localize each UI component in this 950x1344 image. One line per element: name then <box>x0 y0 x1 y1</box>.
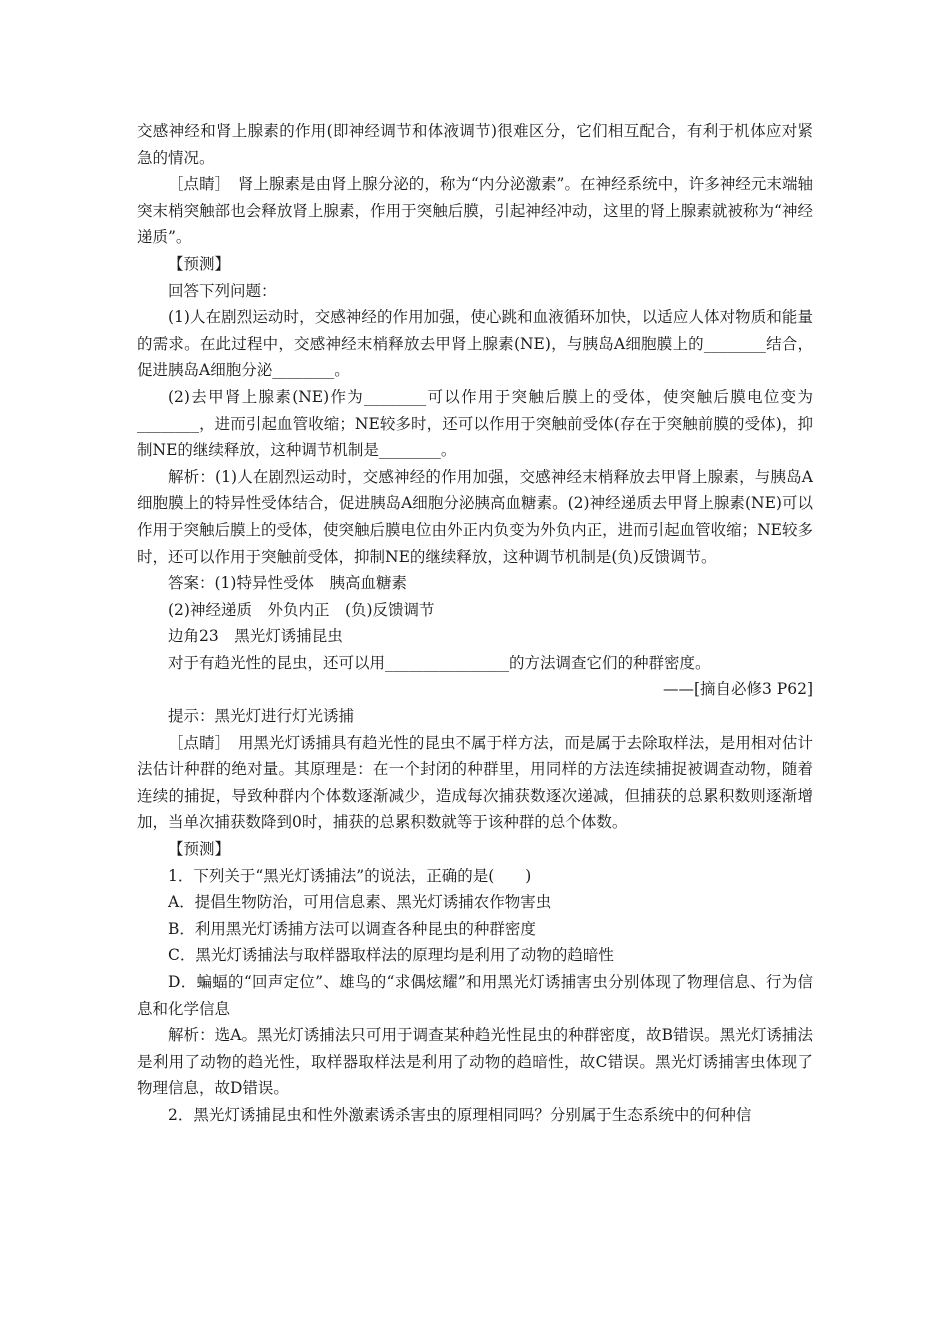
paragraph-hint: 提示：黑光灯进行灯光诱捕 <box>168 707 355 726</box>
question-1-stem: 1．下列关于“黑光灯诱捕法”的说法，正确的是( ) <box>168 866 532 885</box>
paragraph-question-1: (1)人在剧烈运动时，交感神经的作用加强，使心跳和血液循环加快，以适应人体对物质和能量的需求。在此过程中，交感神经末梢释放去甲肾上腺素(NE)，与胰岛A细胞膜上的________结合，促进胰岛A细胞分泌________。 <box>137 308 813 380</box>
question-1-option-c: C．黑光灯诱捕法与取样器取样法的原理均是利用了动物的趋暗性 <box>168 946 614 965</box>
paragraph-analysis-1: 解析：(1)人在剧烈运动时，交感神经的作用加强，交感神经末梢释放去甲肾上腺素，与胰岛A细胞膜上的特异性受体结合，促进胰岛A细胞分泌胰高血糖素。(2)神经递质去甲肾上腺素(NE)可以作用于突触后膜上的受体，使突触后膜电位由外正内负变为外负内正，进而引起血管收缩；NE较多时，还可以作用于突触前受体，抑制NE的继续释放，这种调节机制是(负)反馈调节。 <box>137 467 813 566</box>
question-1-option-b: B．利用黑光灯诱捕方法可以调查各种昆虫的种群密度 <box>168 919 536 938</box>
heading-yuce-1: 【预测】 <box>168 254 231 273</box>
question-2-stem: 2．黑光灯诱捕昆虫和性外激素诱杀害虫的原理相同吗？分别属于生态系统中的何种信 <box>168 1105 752 1124</box>
document-body <box>137 118 813 1129</box>
paragraph-analysis-2: 解析：选A。黑光灯诱捕法只可用于调查某种趋光性昆虫的种群密度，故B错误。黑光灯诱捕法是利用了动物的趋光性，取样器取样法是利用了动物的趋暗性，故C错误。黑光灯诱捕害虫体现了物理信息，故D错误。 <box>137 1026 813 1098</box>
heading-yuce-2: 【预测】 <box>168 840 231 859</box>
source-citation: ——[摘自必修3 P62] <box>662 680 813 699</box>
section-heading-corner-23: 边角23 黑光灯诱捕昆虫 <box>168 627 343 646</box>
question-1-option-a: A．提倡生物防治，可用信息素、黑光灯诱捕农作物害虫 <box>168 893 552 912</box>
paragraph-answer-2: (2)神经递质 外负内正 (负)反馈调节 <box>168 600 435 619</box>
paragraph-dianjing-1: ［点睛］ 肾上腺素是由肾上腺分泌的，称为“内分泌激素”。在神经系统中，许多神经元末端轴突末梢突触部也会释放肾上腺素，作用于突触后膜，引起神经冲动，这里的肾上腺素就被称为“神经递质”。 <box>137 175 813 247</box>
paragraph-question-prompt: 回答下列问题： <box>168 281 277 300</box>
paragraph-intro-continuation: 交感神经和肾上腺素的作用(即神经调节和体液调节)很难区分，它们相互配合，有利于机体应对紧急的情况。 <box>137 122 813 167</box>
paragraph-question-2: (2)去甲肾上腺素(NE)作为________可以作用于突触后膜上的受体，使突触后膜电位变为________，进而引起血管收缩；NE较多时，还可以作用于突触前受体(存在于突触前膜的受体)，抑制NE的继续释放，这种调节机制是________。 <box>137 387 813 460</box>
question-1-option-d: D．蝙蝠的“回声定位”、雄鸟的“求偶炫耀”和用黑光灯诱捕害虫分别体现了物理信息、行为信息和化学信息 <box>137 973 813 1018</box>
paragraph-answer-1: 答案：(1)特异性受体 胰高血糖素 <box>168 574 407 593</box>
paragraph-dianjing-2: ［点睛］ 用黑光灯诱捕具有趋光性的昆虫不属于样方法，而是属于去除取样法，是用相对估计法估计种群的绝对量。其原理是：在一个封闭的种群里，用同样的方法连续捕捉被调查动物，随着连续的捕捉，导致种群内个体数逐渐减少，造成每次捕获数逐次递减，但捕获的总累积数则逐渐增加，当单次捕获数降到0时，捕获的总累积数就等于该种群的总个体数。 <box>137 733 813 832</box>
paragraph-fill-blank: 对于有趋光性的昆虫，还可以用________________的方法调查它们的种群密度。 <box>168 653 711 672</box>
